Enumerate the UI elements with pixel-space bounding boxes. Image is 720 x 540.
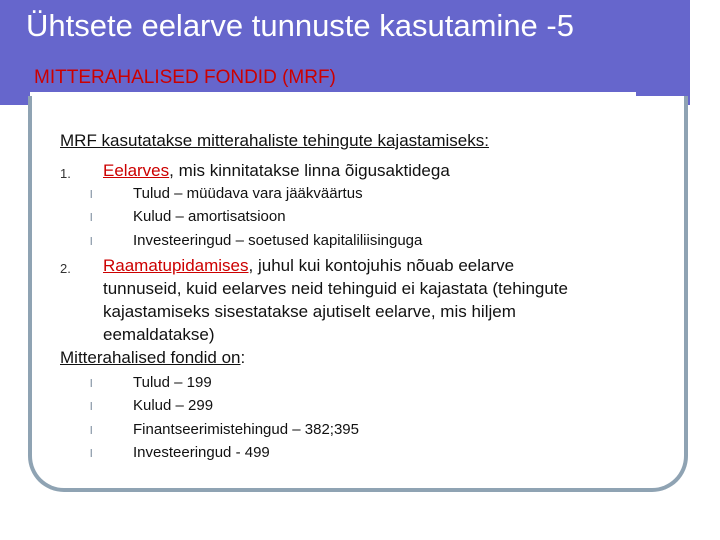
item-1-rest: , mis kinnitatakse linna õigusaktidega — [169, 161, 450, 180]
intro-text: MRF kasutatakse mitterahaliste tehingute kajastamiseks: — [60, 131, 489, 150]
section-2-bullet-4: Investeeringud - 499 — [133, 444, 270, 461]
item-1-number: 1. — [60, 166, 71, 181]
item-1-bullet-3: Investeeringud – soetused kapitaliliisinguga — [133, 232, 423, 249]
item-2-line-1 — [103, 257, 514, 274]
item-2-rest: , juhul kui kontojuhis nõuab eelarve — [248, 256, 515, 275]
item-2-line-3: kajastamiseks sisestatakse ajutiselt eelarve, mis hiljem — [103, 302, 516, 321]
item-1-text — [103, 162, 450, 179]
section-2-bullet-2: Kulud – 299 — [133, 397, 214, 414]
item-2-line-2: tunnuseid, kuid eelarves neid tehinguid ei kajastata (tehingute — [103, 279, 568, 298]
slide-title: Ühtsete eelarve tunnuste kasutamine -5 — [26, 8, 574, 43]
slide-subtitle: MITTERAHALISED FONDID (MRF) — [34, 67, 336, 88]
bullet-icon: l — [90, 401, 93, 413]
item-1-bullet-2: Kulud – amortisatsioon — [133, 208, 286, 225]
item-1-highlight: Eelarves — [103, 161, 170, 180]
section-2-heading — [60, 349, 245, 366]
section-2-heading-text: Mitterahalised fondid on — [60, 348, 241, 367]
bullet-icon: l — [90, 236, 93, 248]
item-2-number: 2. — [60, 261, 71, 276]
item-2-line-4: eemaldatakse) — [103, 325, 215, 344]
bullet-icon: l — [90, 189, 93, 201]
section-2-bullet-1: Tulud – 199 — [133, 374, 212, 391]
bullet-icon: l — [90, 448, 93, 460]
section-2-bullet-3: Finantseerimistehingud – 382;395 — [133, 421, 359, 438]
item-2-highlight: Raamatupidamises — [103, 256, 249, 275]
section-2-colon: : — [240, 348, 246, 367]
bullet-icon: l — [90, 378, 93, 390]
bullet-icon: l — [90, 212, 93, 224]
bullet-icon: l — [90, 425, 93, 437]
item-1-bullet-1: Tulud – müüdava vara jääkväärtus — [133, 185, 363, 202]
